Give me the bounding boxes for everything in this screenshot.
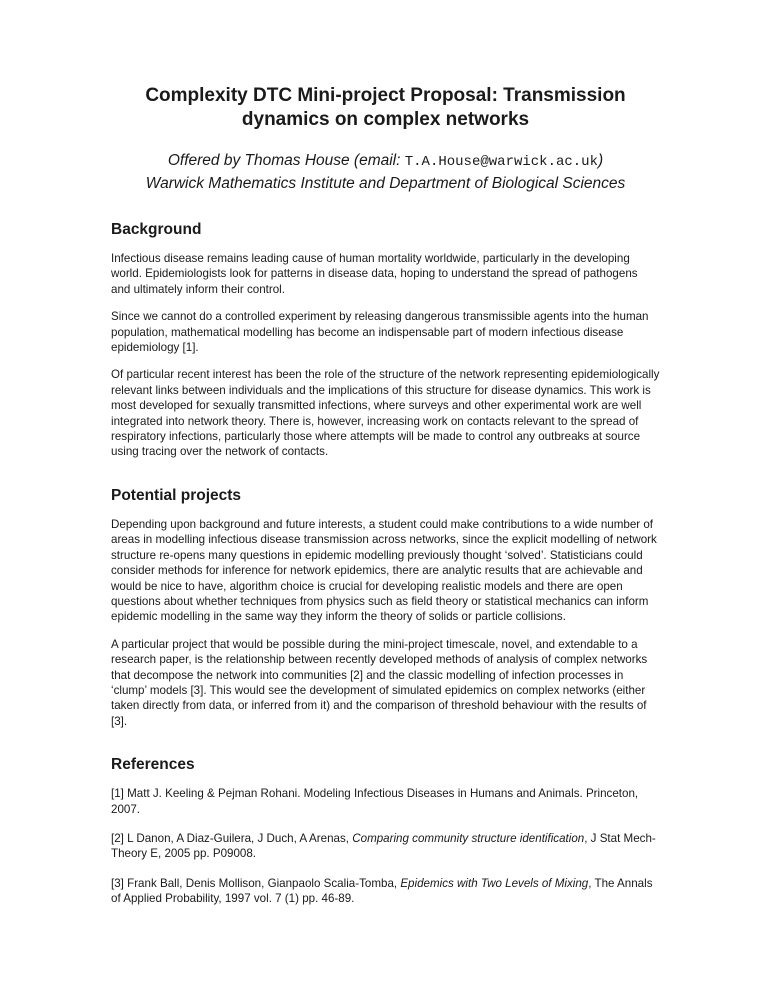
background-paragraph: Of particular recent interest has been the role of the structure of the network representing epidemiologically relevant links between individuals and the implications of this structure for disease dynamics. This work is most developed for sexually transmitted infections, where surveys and other experimental work are well integrated into network theory. There is, however, increasing work on contacts relevant to the spread of respiratory infections, particularly those where attempts will be made to control any outbreaks at source using tracing over the network of contacts. — [111, 368, 660, 459]
reference-text: , The Annals of Applied Probability, 1997 vol. 7 (1) pp. 46-89. — [111, 876, 653, 906]
byline — [111, 150, 660, 194]
reference-title: Epidemics with Two Levels of Mixing — [400, 876, 589, 890]
affiliation: Warwick Mathematics Institute and Department of Biological Sciences — [145, 175, 626, 192]
background-section — [111, 220, 660, 460]
reference-item — [111, 876, 660, 907]
author-email: T.A.House@warwick.ac.uk — [404, 154, 598, 170]
offered-by-line — [111, 150, 660, 173]
references-section — [111, 755, 660, 906]
projects-paragraph: Depending upon background and future interests, a student could make contributions to a wide number of areas in modelling infectious disease transmission across networks, since the explicit modelling of network structure re-opens many questions in epidemic modelling previously thought ‘solved’. Statisticians could consider methods for inference for network epidemics, there are analytic results that are achievable and would be nice to have, algorithm choice is crucial for developing realistic models and there are open questions about whether techniques from physics such as field theory or statistical mechanics can inform epidemic modelling in the same way they inform the theory of solids or particle collisions. — [111, 517, 657, 624]
projects-paragraph: A particular project that would be possible during the mini-project timescale, novel, and extendable to a research paper, is the relationship between recently developed methods of analysis of complex networks that decompose the network into communities [2] and the classic modelling of infection processes in ‘clump’ models [3]. This would see the development of simulated epidemics on complex networks (either taken directly from data, or inferred from it) and the comparison of threshold behaviour with the results of [3]. — [111, 637, 648, 728]
reference-text: , J Stat Mech-Theory E, 2005 pp. P09008. — [111, 831, 656, 861]
reference-text: [1] Matt J. Keeling & Pejman Rohani. Modeling Infectious Diseases in Humans and Animals. Princeton, 2007. — [111, 787, 639, 816]
background-heading: Background — [111, 221, 202, 238]
reference-item — [111, 831, 660, 862]
background-paragraph: Infectious disease remains leading cause of human mortality worldwide, particularly in the developing world. Epidemiologists look for patterns in disease data, hoping to understand the spread of pathogens and ultimately inform their control. — [111, 252, 638, 296]
reference-text: [2] L Danon, A Diaz-Guilera, J Duch, A Arenas, — [111, 831, 353, 845]
background-paragraph: Since we cannot do a controlled experiment by releasing dangerous transmissible agents into the human population, mathematical modelling has become an indispensable part of modern infectious disease epidemiology [1]. — [111, 310, 649, 355]
references-heading: References — [111, 756, 195, 774]
offered-prefix: Offered by Thomas House (email: — [167, 152, 405, 169]
offered-suffix: ) — [597, 152, 604, 169]
projects-section — [111, 486, 660, 729]
reference-item — [111, 786, 660, 817]
reference-text: [3] Frank Ball, Denis Mollison, Gianpaolo Scalia-Tomba, — [111, 876, 401, 890]
projects-heading: Potential projects — [111, 486, 242, 504]
reference-title: Comparing community structure identification — [352, 831, 585, 845]
document-title: Complexity DTC Mini-project Proposal: Transmission dynamics on complex networks — [145, 85, 626, 130]
